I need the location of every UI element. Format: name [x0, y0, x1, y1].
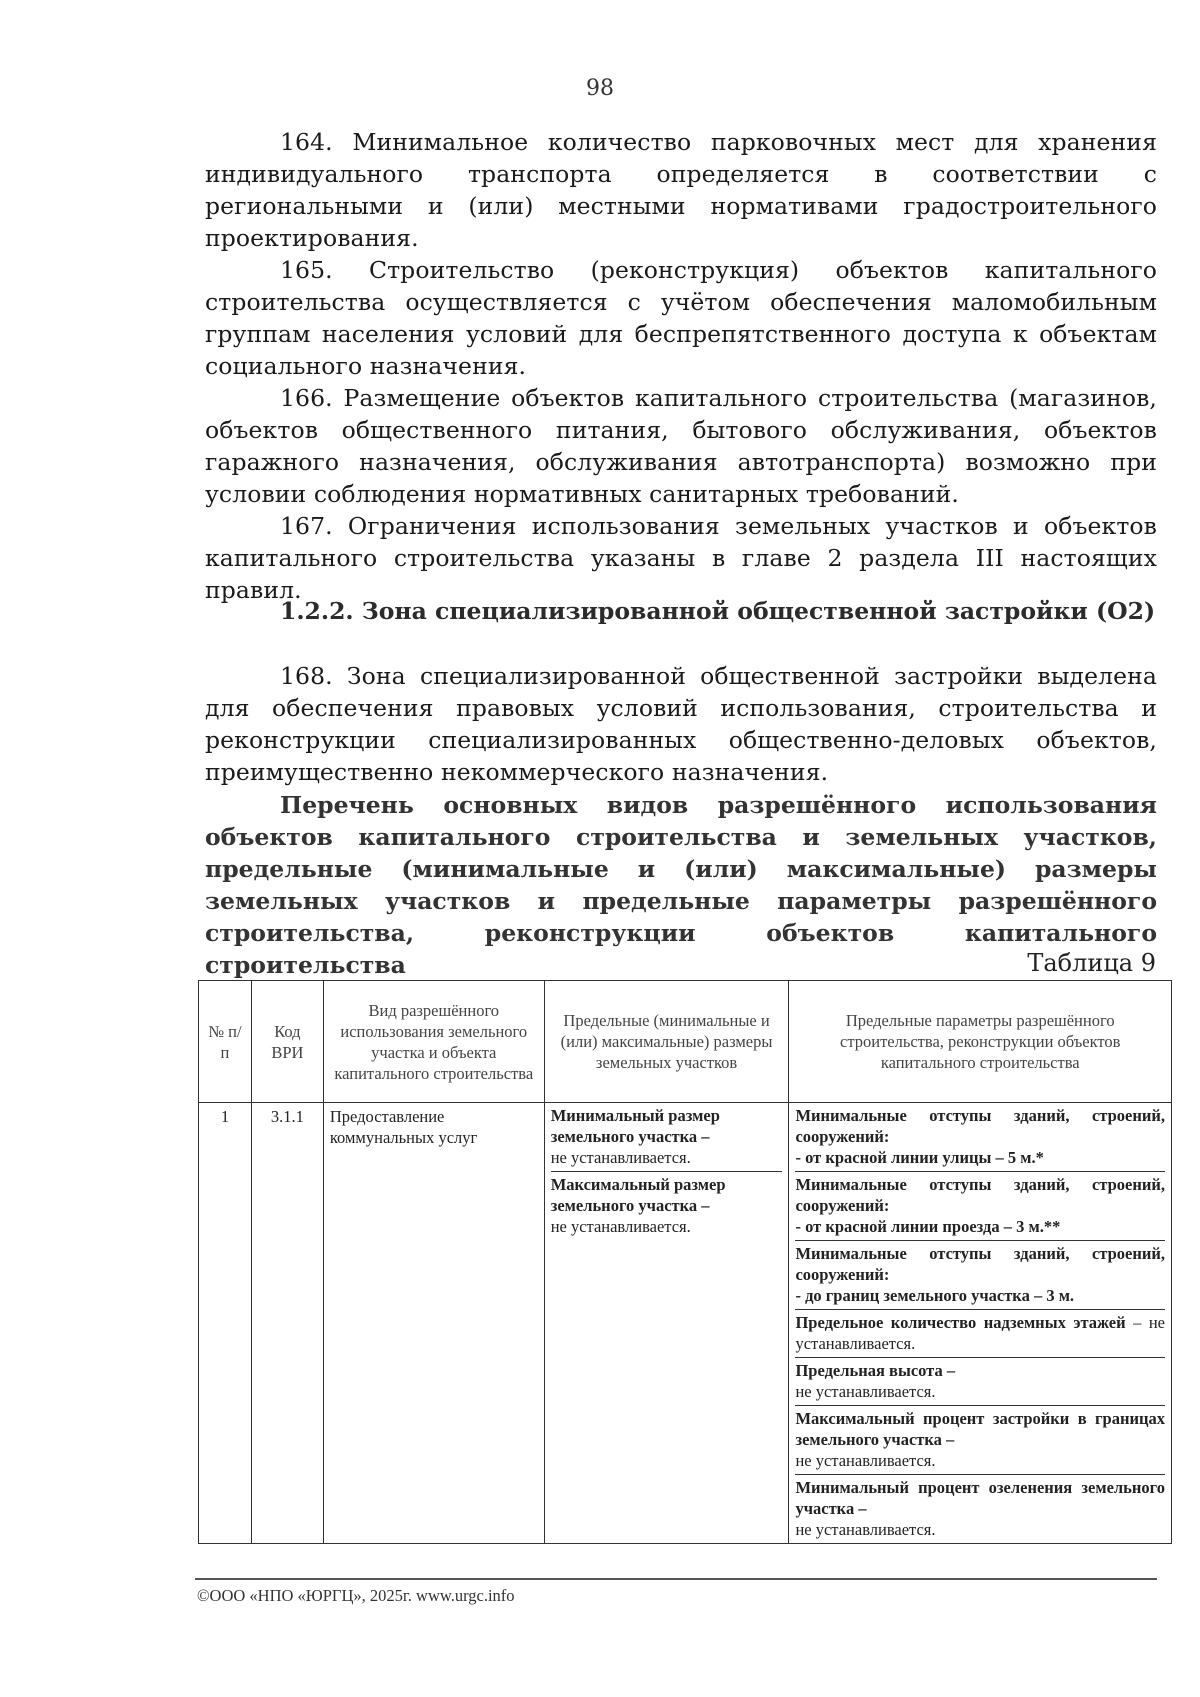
param-floors-value: – не устанавливается.: [795, 1313, 1165, 1353]
param-setback-street-value: - от красной линии улицы – 5 м.*: [795, 1148, 1044, 1167]
header-kind: Вид разрешённого использования земельного участка и объекта капитального строительства: [323, 981, 544, 1103]
paragraph-168-block: [205, 660, 1157, 788]
section-heading: 1.2.2. Зона специализированной общественной застройки (О2): [280, 597, 1156, 625]
row-num: 1: [199, 1103, 252, 1544]
param-height-value: не устанавливается.: [795, 1382, 936, 1401]
param-greening-label: Минимальный процент озеленения земельного участка –: [795, 1478, 1165, 1518]
size-min-value: не устанавливается.: [550, 1148, 691, 1167]
list-heading: Перечень основных видов разрешённого использования объектов капитального строительства и земельных участков, предельные (минимальные и (или) максимальные) размеры земельных участков и предельные параметры разрешённого строительства, реконструкции объектов капитального строительства: [205, 791, 1157, 979]
param-setback-street: [795, 1103, 1165, 1171]
row-code: 3.1.1: [251, 1103, 323, 1544]
paragraph-167: 167. Ограничения использования земельных участков и объектов капитального строительства указаны в главе 2 раздела III настоящих правил.: [205, 512, 1157, 604]
header-code: Код ВРИ: [251, 981, 323, 1103]
param-setback-driveway-value: - от красной линии проезда – 3 м.**: [795, 1217, 1061, 1236]
param-coverage-label: Максимальный процент застройки в границах земельного участка –: [795, 1409, 1165, 1449]
param-setback-boundary: [795, 1240, 1165, 1309]
paragraph-165: 165. Строительство (реконструкция) объектов капитального строительства осуществляется с учётом обеспечения маломобильным группам населения условий для беспрепятственного доступа к объектам социального назначения.: [205, 256, 1157, 380]
param-greening-value: не устанавливается.: [795, 1520, 936, 1539]
param-coverage-value: не устанавливается.: [795, 1451, 936, 1470]
zoning-table: [198, 980, 1172, 1544]
size-max: [551, 1171, 783, 1240]
param-floors: [795, 1309, 1165, 1357]
param-height: [795, 1357, 1165, 1405]
table-header-row: [199, 981, 1172, 1103]
footer-copyright: ©ООО «НПО «ЮРГЦ», 2025г. www.urgc.info: [197, 1586, 515, 1605]
row-kind: Предоставление коммунальных услуг: [323, 1103, 544, 1544]
table-caption: Таблица 9: [1027, 949, 1156, 977]
intro-paragraphs: [205, 126, 1157, 606]
header-sizes: Предельные (минимальные и (или) максимальные) размеры земельных участков: [544, 981, 789, 1103]
row-params: [789, 1103, 1172, 1544]
param-greening: [795, 1474, 1165, 1543]
table-row: [199, 1103, 1172, 1544]
param-height-label: Предельная высота –: [795, 1361, 956, 1380]
param-setback-driveway-label: Минимальные отступы зданий, строений, сооружений:: [795, 1175, 1165, 1215]
page-number: 98: [586, 76, 614, 101]
paragraph-166: 166. Размещение объектов капитального строительства (магазинов, объектов общественного питания, бытового обслуживания, объектов гаражного назначения, обслуживания автотранспорта) возможно при условии соблюдения нормативных санитарных требований.: [205, 384, 1157, 508]
size-min: [551, 1103, 783, 1171]
header-params: Предельные параметры разрешённого строительства, реконструкции объектов капитального строительства: [789, 981, 1172, 1103]
param-setback-boundary-label: Минимальные отступы зданий, строений, сооружений:: [795, 1244, 1165, 1284]
row-sizes: [544, 1103, 789, 1544]
paragraph-164: 164. Минимальное количество парковочных мест для хранения индивидуального транспорта определяется в соответствии с региональными и (или) местными нормативами градостроительного проектирования.: [205, 128, 1157, 252]
size-min-label: Минимальный размер земельного участка –: [550, 1106, 720, 1146]
paragraph-168: 168. Зона специализированной общественной застройки выделена для обеспечения правовых условий использования, строительства и реконструкции специализированных общественно-деловых объектов, преимущественно некоммерческого назначения.: [205, 662, 1157, 786]
param-setback-driveway: [795, 1171, 1165, 1240]
param-setback-boundary-value: - до границ земельного участка – 3 м.: [795, 1286, 1075, 1305]
param-coverage: [795, 1405, 1165, 1474]
footer-divider: [195, 1578, 1157, 1580]
header-num: № п/п: [199, 981, 252, 1103]
param-setback-street-label: Минимальные отступы зданий, строений, сооружений:: [795, 1106, 1165, 1146]
param-floors-label: Предельное количество надземных этажей: [795, 1313, 1126, 1332]
size-max-label: Максимальный размер земельного участка –: [550, 1175, 726, 1215]
size-max-value: не устанавливается.: [550, 1217, 691, 1236]
